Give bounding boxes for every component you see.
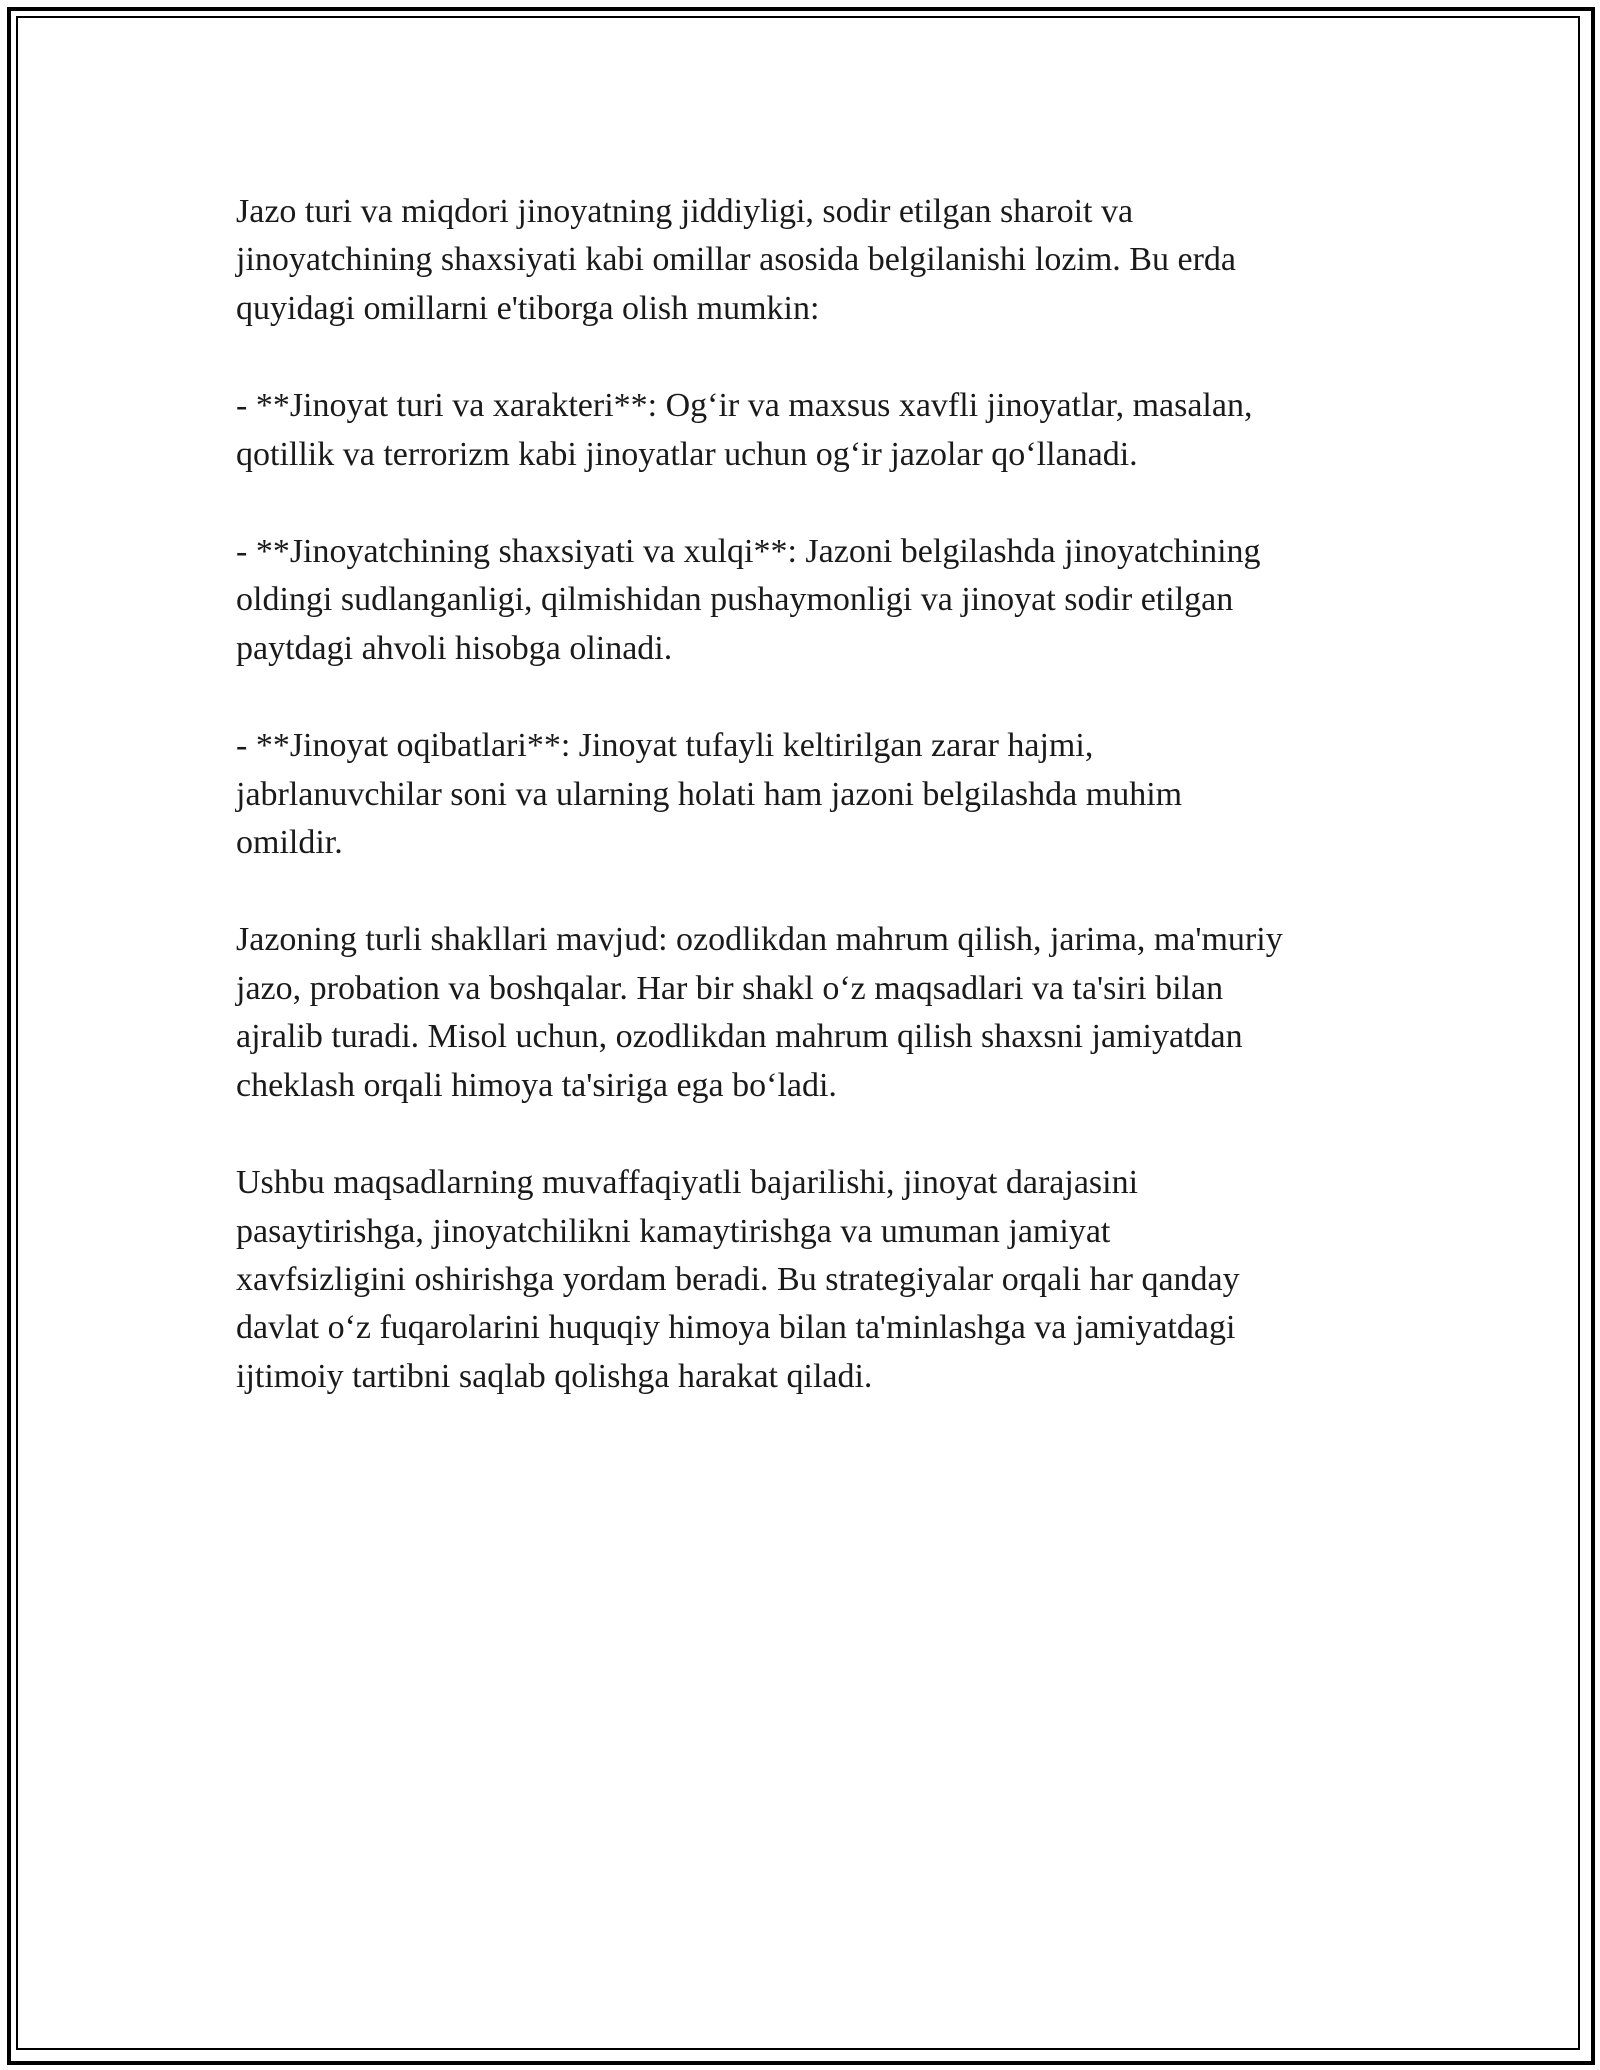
list-item-crime-consequences: - **Jinoyat oqibatlari**: Jinoyat tufayli keltirilgan zarar hajmi, jabrlanuvchilar soni va ularning holati ham jazoni belgilashda muhim omildir.	[236, 727, 1183, 862]
list-item-offender-personality: - **Jinoyatchining shaxsiyati va xulqi**: Jazoni belgilashda jinoyatchining oldingi sudlanganligi, qilmishidan pushaymonligi va jinoyat sodir etilgan paytdagi ahvoli hisobga olinadi.	[236, 533, 1261, 667]
document-body	[236, 188, 1386, 1450]
paragraph-conclusion: Ushbu maqsadlarning muvaffaqiyatli bajarilishi, jinoyat darajasini pasaytirishga, jinoyatchilikni kamaytirishga va umuman jamiyat xavfsizligini oshirishga yordam beradi. Bu strategiyalar orqali har qanday davlat o‘z fuqarolarini huquqiy himoya bilan ta'minlashga va jamiyatdagi ijtimoiy tartibni saqlab qolishga harakat qiladi.	[236, 1164, 1240, 1395]
paragraph-intro: Jazo turi va miqdori jinoyatning jiddiyligi, sodir etilgan sharoit va jinoyatchining shaxsiyati kabi omillar asosida belgilanishi lozim. Bu erda quyidagi omillarni e'tiborga olish mumkin:	[236, 193, 1236, 327]
list-item-crime-type: - **Jinoyat turi va xarakteri**: Og‘ir va maxsus xavfli jinoyatlar, masalan, qotillik va terrorizm kabi jinoyatlar uchun og‘ir jazolar qo‘llanadi.	[236, 387, 1253, 473]
paragraph-punishment-forms: Jazoning turli shakllari mavjud: ozodlikdan mahrum qilish, jarima, ma'muriy jazo, probation va boshqalar. Har bir shakl o‘z maqsadlari va ta'siri bilan ajralib turadi. Misol uchun, ozodlikdan mahrum qilish shaxsni jamiyatdan cheklash orqali himoya ta'siriga ega bo‘ladi.	[236, 921, 1283, 1104]
